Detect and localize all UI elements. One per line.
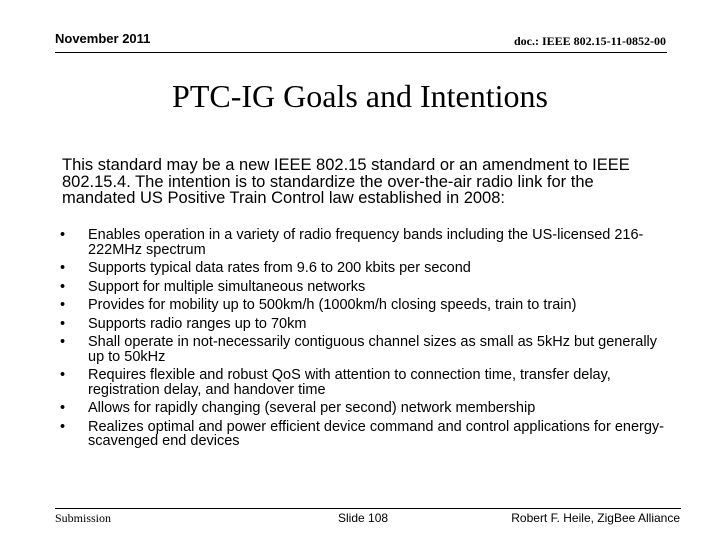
list-item — [60, 317, 670, 332]
list-item-text: Supports radio ranges up to 70km — [88, 315, 307, 332]
list-item-text: Enables operation in a variety of radio frequency bands including the US-licensed 216-222MHz spectrum — [88, 227, 644, 258]
list-item — [60, 420, 670, 449]
bullet-list — [60, 228, 670, 453]
header-date: November 2011 — [55, 31, 151, 46]
bullet-icon: • — [60, 297, 66, 313]
bullet-icon: • — [60, 227, 66, 243]
list-item — [60, 280, 670, 295]
intro-paragraph: This standard may be a new IEEE 802.15 standard or an amendment to IEEE 802.15.4. The intention is to standardize the over-the-air radio link for the mandated US Positive Train Control law established in 2008: — [62, 156, 630, 207]
list-item — [60, 401, 670, 416]
header-divider — [55, 52, 667, 53]
bullet-icon: • — [60, 367, 66, 383]
bullet-icon: • — [60, 278, 66, 295]
list-item-text: Supports typical data rates from 9.6 to 200 kbits per second — [88, 260, 471, 276]
list-item — [60, 368, 670, 397]
bullet-icon: • — [60, 400, 66, 416]
footer-slide-number: Slide 108 — [338, 511, 389, 525]
bullet-icon: • — [60, 260, 66, 276]
list-item-text: Allows for rapidly changing (several per second) network membership — [88, 400, 536, 416]
slide-title: PTC-IG Goals and Intentions — [172, 78, 548, 114]
bullet-icon: • — [60, 418, 66, 435]
footer-divider — [55, 508, 681, 509]
footer-author: Robert F. Heile, ZigBee Alliance — [511, 511, 680, 525]
list-item — [60, 298, 670, 313]
list-item-text: Shall operate in not-necessarily contiguous channel sizes as small as 5kHz but generally up to 50kHz — [88, 334, 658, 365]
footer-submission: Submission — [55, 511, 112, 525]
header-doc-id: doc.: IEEE 802.15-11-0852-00 — [513, 34, 666, 48]
list-item — [60, 335, 670, 364]
list-item — [60, 228, 670, 257]
list-item-text: Provides for mobility up to 500km/h (1000km/h closing speeds, train to train) — [88, 297, 577, 313]
list-item-text: Support for multiple simultaneous networks — [88, 278, 366, 295]
list-item-text: Realizes optimal and power efficient device command and control applications for energy-scavenged end devices — [88, 418, 665, 449]
bullet-icon: • — [60, 334, 66, 350]
list-item — [60, 261, 670, 276]
bullet-icon: • — [60, 315, 66, 332]
list-item-text: Requires flexible and robust QoS with attention to connection time, transfer delay, registration delay, and handover time — [88, 367, 611, 398]
